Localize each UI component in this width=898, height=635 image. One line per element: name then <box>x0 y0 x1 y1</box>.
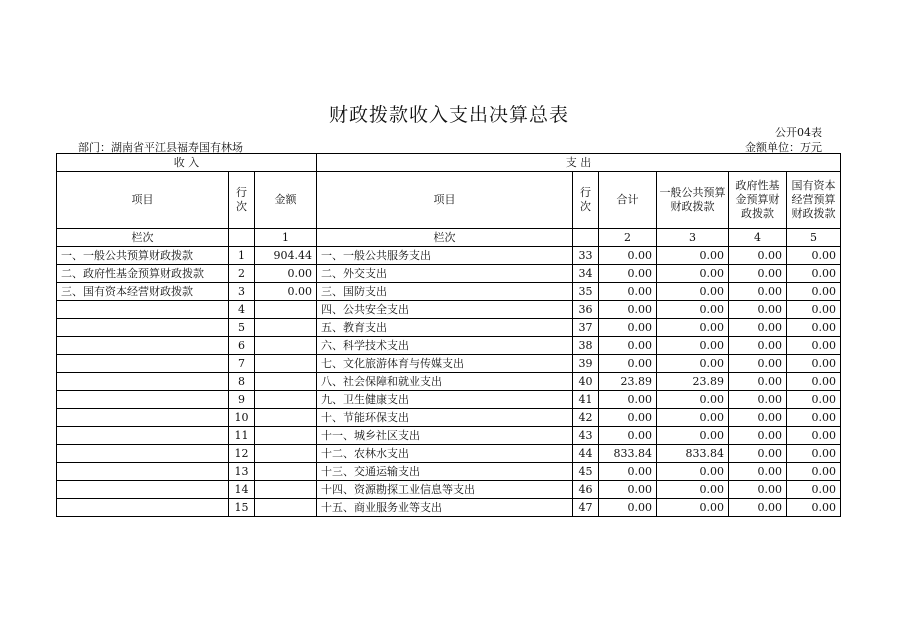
expense-state-capital: 0.00 <box>787 301 841 319</box>
expense-total: 0.00 <box>599 319 657 337</box>
expense-line: 41 <box>573 391 599 409</box>
expense-total: 0.00 <box>599 265 657 283</box>
expense-item: 十五、商业服务业等支出 <box>317 499 573 517</box>
page-title: 财政拨款收入支出决算总表 <box>328 104 569 126</box>
expense-item: 一、一般公共服务支出 <box>317 247 573 265</box>
expense-general-budget: 0.00 <box>657 391 729 409</box>
income-amount <box>255 319 317 337</box>
expense-state-capital: 0.00 <box>787 427 841 445</box>
table-row <box>57 427 841 445</box>
expense-item: 四、公共安全支出 <box>317 301 573 319</box>
expense-item: 六、科学技术支出 <box>317 337 573 355</box>
expense-total: 0.00 <box>599 409 657 427</box>
expense-general-budget: 833.84 <box>657 445 729 463</box>
income-item: 三、国有资本经营财政拨款 <box>57 283 229 301</box>
income-line: 10 <box>229 409 255 427</box>
header-item: 项目 <box>57 172 229 229</box>
expense-general-budget: 0.00 <box>657 463 729 481</box>
expense-general-budget: 0.00 <box>657 337 729 355</box>
income-item <box>57 337 229 355</box>
income-item <box>57 499 229 517</box>
table-row <box>57 301 841 319</box>
expense-state-capital: 0.00 <box>787 337 841 355</box>
header-general-budget: 一般公共预算财政拨款 <box>657 172 729 229</box>
index-gov-col: 4 <box>729 229 787 247</box>
expense-line: 34 <box>573 265 599 283</box>
expense-gov-fund: 0.00 <box>729 301 787 319</box>
expense-gov-fund: 0.00 <box>729 481 787 499</box>
income-line: 6 <box>229 337 255 355</box>
expense-total: 0.00 <box>599 463 657 481</box>
income-line: 1 <box>229 247 255 265</box>
header-amount: 金额 <box>255 172 317 229</box>
expense-line: 37 <box>573 319 599 337</box>
expense-state-capital: 0.00 <box>787 391 841 409</box>
expense-line: 40 <box>573 373 599 391</box>
index-empty <box>229 229 255 247</box>
expense-state-capital: 0.00 <box>787 409 841 427</box>
income-line: 8 <box>229 373 255 391</box>
expense-state-capital: 0.00 <box>787 283 841 301</box>
expense-general-budget: 0.00 <box>657 247 729 265</box>
income-line: 13 <box>229 463 255 481</box>
expense-state-capital: 0.00 <box>787 319 841 337</box>
income-amount <box>255 373 317 391</box>
expense-gov-fund: 0.00 <box>729 247 787 265</box>
income-line: 2 <box>229 265 255 283</box>
income-amount <box>255 337 317 355</box>
expense-total: 23.89 <box>599 373 657 391</box>
income-item: 一、一般公共预算财政拨款 <box>57 247 229 265</box>
expense-general-budget: 0.00 <box>657 319 729 337</box>
expense-state-capital: 0.00 <box>787 445 841 463</box>
expense-general-budget: 0.00 <box>657 481 729 499</box>
expense-general-budget: 0.00 <box>657 355 729 373</box>
income-item <box>57 481 229 499</box>
expense-general-budget: 0.00 <box>657 499 729 517</box>
expense-gov-fund: 0.00 <box>729 445 787 463</box>
income-item <box>57 391 229 409</box>
expense-gov-fund: 0.00 <box>729 373 787 391</box>
expense-line: 46 <box>573 481 599 499</box>
unit-label: 金额单位：万元 <box>745 141 822 154</box>
fiscal-table <box>56 153 841 517</box>
income-amount <box>255 427 317 445</box>
income-amount <box>255 409 317 427</box>
expense-total: 0.00 <box>599 283 657 301</box>
expense-state-capital: 0.00 <box>787 373 841 391</box>
expense-line: 42 <box>573 409 599 427</box>
expense-item: 五、教育支出 <box>317 319 573 337</box>
table-row <box>57 337 841 355</box>
index-exp-empty <box>573 229 599 247</box>
expense-line: 35 <box>573 283 599 301</box>
expense-state-capital: 0.00 <box>787 481 841 499</box>
expense-gov-fund: 0.00 <box>729 337 787 355</box>
index-state-col: 5 <box>787 229 841 247</box>
expense-general-budget: 0.00 <box>657 265 729 283</box>
expense-line: 44 <box>573 445 599 463</box>
department-label: 部门：湖南省平江县福寿国有林场 <box>78 141 243 154</box>
table-row <box>57 319 841 337</box>
income-line: 14 <box>229 481 255 499</box>
income-line: 4 <box>229 301 255 319</box>
income-line: 3 <box>229 283 255 301</box>
expense-gov-fund: 0.00 <box>729 355 787 373</box>
expense-item: 二、外交支出 <box>317 265 573 283</box>
expense-general-budget: 0.00 <box>657 283 729 301</box>
expense-item: 九、卫生健康支出 <box>317 391 573 409</box>
header-total: 合计 <box>599 172 657 229</box>
income-item <box>57 445 229 463</box>
income-amount: 0.00 <box>255 265 317 283</box>
expense-state-capital: 0.00 <box>787 247 841 265</box>
income-line: 5 <box>229 319 255 337</box>
header-gov-fund: 政府性基金预算财政拨款 <box>729 172 787 229</box>
expense-total: 0.00 <box>599 499 657 517</box>
index-amount-col: 1 <box>255 229 317 247</box>
table-row <box>57 373 841 391</box>
expense-total: 0.00 <box>599 301 657 319</box>
income-line: 11 <box>229 427 255 445</box>
income-amount: 904.44 <box>255 247 317 265</box>
header-line: 行次 <box>229 172 255 229</box>
table-row <box>57 409 841 427</box>
expense-state-capital: 0.00 <box>787 463 841 481</box>
expense-general-budget: 0.00 <box>657 301 729 319</box>
expense-gov-fund: 0.00 <box>729 409 787 427</box>
expense-line: 33 <box>573 247 599 265</box>
section-income: 收 入 <box>57 154 317 172</box>
expense-item: 十三、交通运输支出 <box>317 463 573 481</box>
expense-line: 39 <box>573 355 599 373</box>
expense-general-budget: 0.00 <box>657 427 729 445</box>
income-amount <box>255 499 317 517</box>
income-line: 9 <box>229 391 255 409</box>
index-general-col: 3 <box>657 229 729 247</box>
expense-item: 十、节能环保支出 <box>317 409 573 427</box>
expense-item: 三、国防支出 <box>317 283 573 301</box>
expense-line: 45 <box>573 463 599 481</box>
income-amount: 0.00 <box>255 283 317 301</box>
table-row <box>57 463 841 481</box>
expense-line: 38 <box>573 337 599 355</box>
expense-line: 43 <box>573 427 599 445</box>
expense-total: 833.84 <box>599 445 657 463</box>
income-item <box>57 373 229 391</box>
income-amount <box>255 391 317 409</box>
income-amount <box>255 445 317 463</box>
form-code: 公开04表 <box>775 126 822 139</box>
income-item <box>57 463 229 481</box>
income-amount <box>255 463 317 481</box>
income-item <box>57 427 229 445</box>
index-label: 栏次 <box>57 229 229 247</box>
expense-gov-fund: 0.00 <box>729 499 787 517</box>
table-row <box>57 283 841 301</box>
expense-total: 0.00 <box>599 355 657 373</box>
expense-gov-fund: 0.00 <box>729 463 787 481</box>
index-total-col: 2 <box>599 229 657 247</box>
expense-line: 36 <box>573 301 599 319</box>
expense-gov-fund: 0.00 <box>729 391 787 409</box>
expense-gov-fund: 0.00 <box>729 319 787 337</box>
expense-item: 七、文化旅游体育与传媒支出 <box>317 355 573 373</box>
expense-general-budget: 23.89 <box>657 373 729 391</box>
header-exp-line: 行次 <box>573 172 599 229</box>
expense-state-capital: 0.00 <box>787 499 841 517</box>
expense-item: 十四、资源勘探工业信息等支出 <box>317 481 573 499</box>
income-item <box>57 409 229 427</box>
expense-total: 0.00 <box>599 337 657 355</box>
expense-state-capital: 0.00 <box>787 265 841 283</box>
header-exp-item: 项目 <box>317 172 573 229</box>
expense-gov-fund: 0.00 <box>729 427 787 445</box>
table-row <box>57 445 841 463</box>
table-row <box>57 355 841 373</box>
header-state-capital: 国有资本经营预算财政拨款 <box>787 172 841 229</box>
expense-general-budget: 0.00 <box>657 409 729 427</box>
table-row <box>57 391 841 409</box>
table-row <box>57 499 841 517</box>
expense-gov-fund: 0.00 <box>729 265 787 283</box>
expense-total: 0.00 <box>599 427 657 445</box>
income-amount <box>255 301 317 319</box>
table-row <box>57 265 841 283</box>
income-line: 7 <box>229 355 255 373</box>
index-exp-label: 栏次 <box>317 229 573 247</box>
income-amount <box>255 355 317 373</box>
table-row <box>57 247 841 265</box>
section-expense: 支 出 <box>317 154 841 172</box>
expense-item: 十二、农林水支出 <box>317 445 573 463</box>
income-item <box>57 301 229 319</box>
expense-item: 八、社会保障和就业支出 <box>317 373 573 391</box>
income-line: 12 <box>229 445 255 463</box>
income-item <box>57 355 229 373</box>
income-item <box>57 319 229 337</box>
income-amount <box>255 481 317 499</box>
income-line: 15 <box>229 499 255 517</box>
expense-gov-fund: 0.00 <box>729 283 787 301</box>
expense-line: 47 <box>573 499 599 517</box>
expense-total: 0.00 <box>599 247 657 265</box>
expense-item: 十一、城乡社区支出 <box>317 427 573 445</box>
table-row <box>57 481 841 499</box>
expense-total: 0.00 <box>599 391 657 409</box>
income-item: 二、政府性基金预算财政拨款 <box>57 265 229 283</box>
expense-state-capital: 0.00 <box>787 355 841 373</box>
expense-total: 0.00 <box>599 481 657 499</box>
